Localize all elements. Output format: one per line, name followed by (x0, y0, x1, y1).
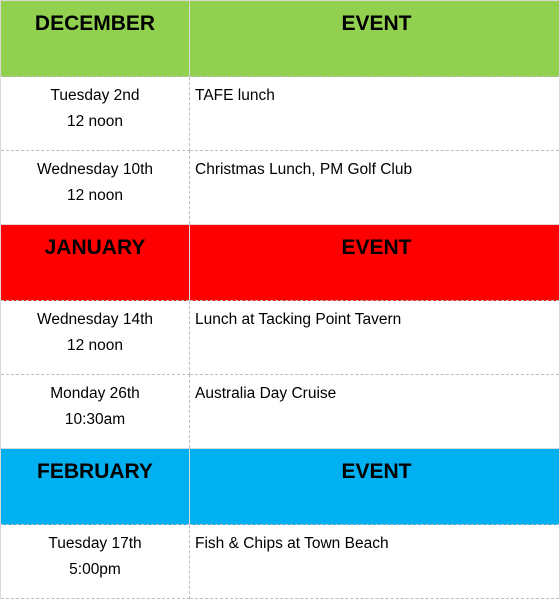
table-row (1, 525, 560, 599)
month-header (1, 225, 190, 301)
event-day: Wednesday 10th (36, 161, 154, 178)
table-row (1, 301, 560, 375)
month-label: FEBRUARY (37, 460, 153, 483)
table-row (1, 77, 560, 151)
event-time: 10:30am (64, 411, 126, 428)
event-time: 12 noon (66, 113, 124, 130)
event-time: 12 noon (66, 187, 124, 204)
month-header (1, 1, 190, 77)
date-cell (1, 301, 190, 375)
section-header-december (1, 1, 560, 77)
event-header-label: EVENT (341, 12, 412, 35)
event-time: 5:00pm (69, 561, 121, 578)
date-cell (1, 151, 190, 225)
month-label: JANUARY (44, 236, 146, 259)
section-header-january (1, 225, 560, 301)
event-cell (190, 77, 560, 151)
event-header-label: EVENT (341, 236, 412, 259)
date-cell (1, 375, 190, 449)
event-header (190, 1, 560, 77)
event-cell (190, 151, 560, 225)
event-description: Fish & Chips at Town Beach (195, 535, 389, 552)
section-header-february (1, 449, 560, 525)
table-row (1, 151, 560, 225)
month-header (1, 449, 190, 525)
event-header (190, 449, 560, 525)
event-description: Christmas Lunch, PM Golf Club (195, 161, 413, 178)
event-cell (190, 301, 560, 375)
event-cell (190, 375, 560, 449)
event-time: 12 noon (66, 337, 124, 354)
event-day: Tuesday 17th (48, 535, 142, 552)
event-description: Australia Day Cruise (195, 385, 337, 402)
event-day: Monday 26th (50, 385, 140, 402)
event-cell (190, 525, 560, 599)
event-header (190, 225, 560, 301)
event-day: Wednesday 14th (36, 311, 154, 328)
table-row (1, 375, 560, 449)
date-cell (1, 77, 190, 151)
month-label: DECEMBER (34, 12, 156, 35)
date-cell (1, 525, 190, 599)
event-header-label: EVENT (341, 460, 412, 483)
event-day: Tuesday 2nd (50, 87, 140, 104)
event-description: Lunch at Tacking Point Tavern (195, 311, 402, 328)
event-description: TAFE lunch (195, 87, 275, 104)
